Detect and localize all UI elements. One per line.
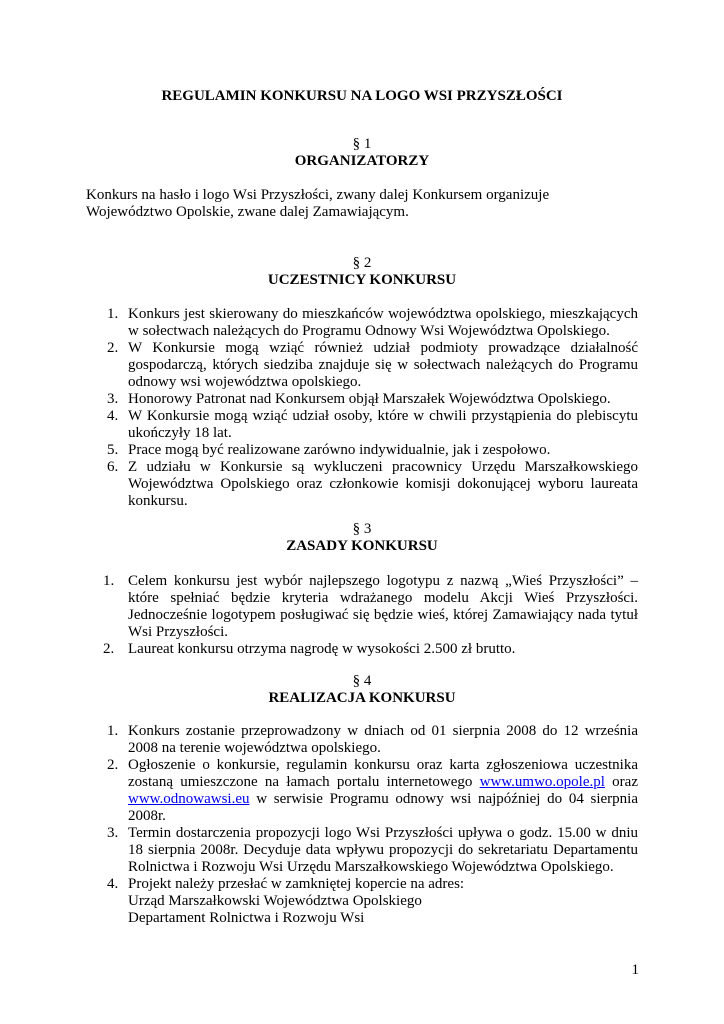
list-item: 3. Termin dostarczenia propozycji logo Wsi Przyszłości upływa o godz. 15.00 w dniu 18 sierpnia 2008r. Decyduje data wpływu propozycji do sekretariatu Departamentu Rolnictwa i Rozwoju Wsi Urzędu Marszałkowskiego Województwa Opolskiego.	[107, 825, 638, 875]
list-item: 4. W Konkursie mogą wziąć udział osoby, które w chwili przystąpienia do plebiscytu ukończyły 18 lat.	[107, 408, 638, 441]
section-3-heading: ZASADY KONKURSU	[286, 538, 438, 554]
list-item: 4. Projekt należy przesłać w zamkniętej kopercie na adres: Urząd Marszałkowski Województwa Opolskiego Departament Rolnictwa i Rozwoju Wsi	[107, 876, 465, 926]
section-1-symbol: § 1	[352, 136, 372, 152]
list-item: 3. Honorowy Patronat nad Konkursem objął Marszałek Województwa Opolskiego.	[107, 391, 611, 407]
page-number: 1	[631, 962, 639, 978]
section-1-paragraph: Konkurs na hasło i logo Wsi Przyszłości, zwany dalej Konkursem organizuje Województwo Opolskie, zwane dalej Zamawiającym.	[86, 187, 550, 220]
list-item: 2. Ogłoszenie o konkursie, regulamin konkursu oraz karta zgłoszeniowa uczestnika zostaną umieszczone na łamach portalu internetowego www.umwo.opole.pl oraz www.odnowawsi.eu w serwisie Programu odnowy wsi najpóźniej do 04 sierpnia 2008r.	[107, 757, 638, 824]
list-item: 2. Laureat konkursu otrzyma nagrodę w wysokości 2.500 zł brutto.	[103, 641, 516, 657]
list-item: 1. Konkurs jest skierowany do mieszkańców województwa opolskiego, mieszkających w sołectwach należących do Programu Odnowy Wsi Województwa Opolskiego.	[107, 306, 638, 339]
list-item: 5. Prace mogą być realizowane zarówno indywidualnie, jak i zespołowo.	[107, 442, 551, 458]
list-item: 1. Celem konkursu jest wybór najlepszego logotypu z nazwą „Wieś Przyszłości” – które spełniać będzie kryteria wdrażanego modelu Akcji Wieś Przyszłości. Jednocześnie logotypem posługiwać się będzie wieś, której Zamawiający nada tytuł Wsi Przyszłości.	[103, 573, 638, 640]
document-title: REGULAMIN KONKURSU NA LOGO WSI PRZYSZŁOŚCI	[161, 88, 563, 104]
odnowawsi-link[interactable]: www.odnowawsi.eu	[128, 791, 250, 807]
list-item: 2. W Konkursie mogą wziąć również udział podmioty prowadzące działalność gospodarczą, których siedziba znajduje się w sołectwach należących do Programu odnowy wsi województwa opolskiego.	[107, 340, 638, 390]
section-4-symbol: § 4	[352, 673, 372, 689]
section-4-heading: REALIZACJA KONKURSU	[268, 690, 456, 706]
section-3-symbol: § 3	[352, 521, 372, 537]
section-2-heading: UCZESTNICY KONKURSU	[267, 272, 457, 288]
list-item: 1. Konkurs zostanie przeprowadzony w dniach od 01 sierpnia 2008 do 12 września 2008 na terenie województwa opolskiego.	[107, 723, 638, 756]
section-2-symbol: § 2	[352, 255, 372, 271]
section-4-list	[107, 723, 638, 927]
section-2-list	[107, 306, 638, 510]
section-1-heading: ORGANIZATORZY	[294, 153, 430, 169]
section-3-list	[103, 573, 638, 658]
list-item: 6. Z udziału w Konkursie są wykluczeni pracownicy Urzędu Marszałkowskiego Województwa Opolskiego oraz członkowie komisji dokonującej wyboru laureata konkursu.	[107, 459, 638, 509]
umwo-link[interactable]: www.umwo.opole.pl	[479, 774, 605, 790]
